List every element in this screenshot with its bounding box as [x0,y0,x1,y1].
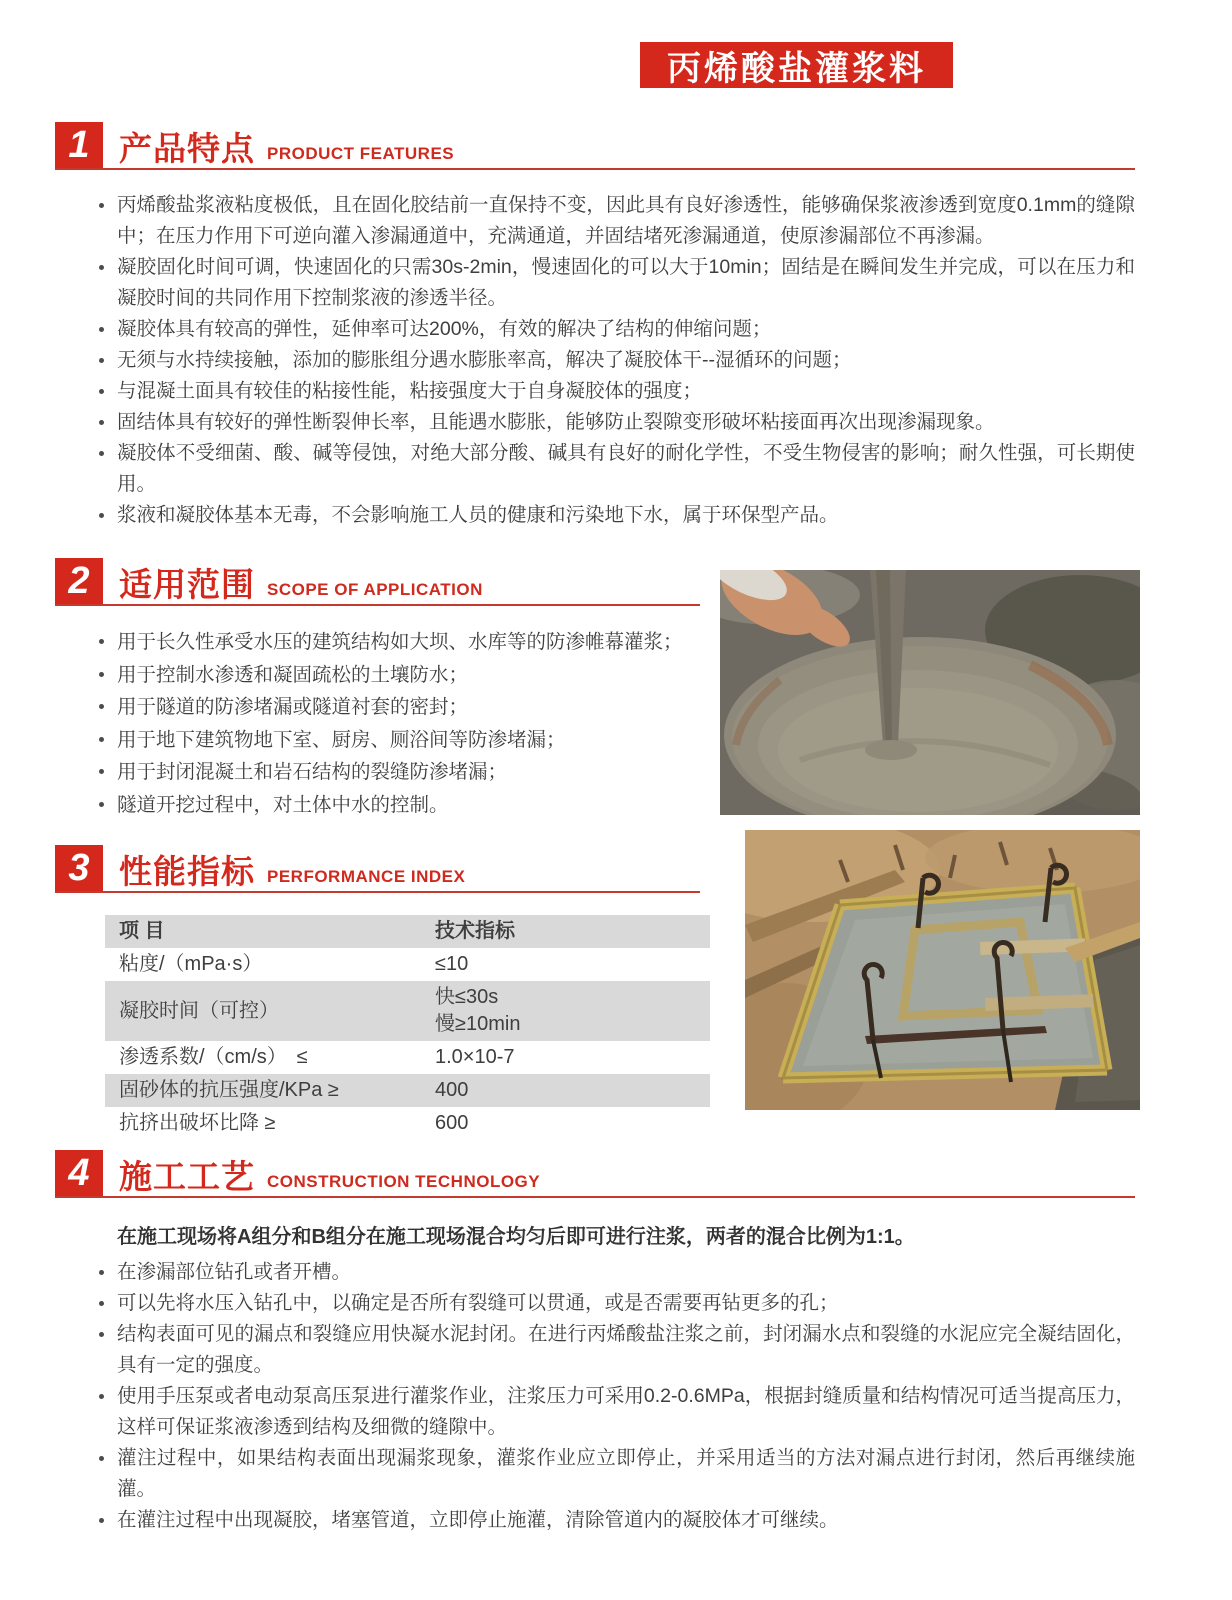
table-header-value: 技术指标 [435,920,515,942]
list-item: 用于地下建筑物地下室、厨房、厕浴间等防渗堵漏； [97,724,697,757]
grout-mixing-photo [720,570,1140,815]
list-item: 浆液和凝胶体基本无毒，不会影响施工人员的健康和污染地下水，属于环保型产品。 [97,500,1135,531]
construction-list [97,1257,1135,1536]
construction-lead: 在施工现场将A组分和B组分在施工现场混合均匀后即可进行注浆，两者的混合比例为1:1。 [117,1226,915,1248]
table-row [105,1107,710,1140]
table-cell-item: 抗挤出破坏比降 ≥ [119,1112,276,1134]
list-item: 凝胶固化时间可调，快速固化的只需30s-2min，慢速固化的可以大于10min；固结是在瞬间发生并完成，可以在压力和凝胶时间的共同作用下控制浆液的渗透半径。 [97,252,1135,314]
list-item: 在渗漏部位钻孔或者开槽。 [97,1257,1135,1288]
table-row [105,981,710,1041]
list-item: 凝胶体具有较高的弹性，延伸率可达200%，有效的解决了结构的伸缩问题； [97,314,1135,345]
grout-mixing-illustration [720,570,1140,815]
section-title: 性能指标 [119,853,255,890]
table-row [105,1041,710,1074]
section-number-badge: 3 [55,845,103,891]
product-title-banner [640,42,953,88]
section-title: 适用范围 [119,566,255,603]
value-line-slow: 慢≥10min [435,1013,521,1035]
section-subtitle: PERFORMANCE INDEX [267,867,466,886]
list-item: 使用手压泵或者电动泵高压泵进行灌浆作业，注浆压力可采用0.2-0.6MPa，根据封缝质量和结构情况可适当提高压力，这样可保证浆液渗透到结构及细微的缝隙中。 [97,1381,1135,1443]
list-item: 隧道开挖过程中，对土体中水的控制。 [97,789,697,822]
section-subtitle: CONSTRUCTION TECHNOLOGY [267,1172,541,1191]
list-item: 无须与水持续接触，添加的膨胀组分遇水膨胀率高，解决了凝胶体干--湿循环的问题； [97,345,1135,376]
table-header-row [105,915,710,948]
section-number-badge: 1 [55,122,103,168]
table-cell-value: 600 [435,1112,469,1134]
list-item: 与混凝土面具有较佳的粘接性能，粘接强度大于自身凝胶体的强度； [97,376,1135,407]
table-header-item: 项 目 [119,920,165,942]
table-cell-value: 400 [435,1079,469,1101]
list-item: 可以先将水压入钻孔中，以确定是否所有裂缝可以贯通，或是否需要再钻更多的孔； [97,1288,1135,1319]
table-cell-value: ≤10 [435,953,469,975]
scope-list [97,626,697,821]
formwork-grouting-illustration [745,830,1140,1110]
section-subtitle: SCOPE OF APPLICATION [267,580,483,599]
table-cell-value: 1.0×10-7 [435,1046,515,1068]
table-row [105,948,710,981]
list-item: 凝胶体不受细菌、酸、碱等侵蚀，对绝大部分酸、碱具有良好的耐化学性，不受生物侵害的影响；耐久性强，可长期使用。 [97,438,1135,500]
list-item: 用于封闭混凝土和岩石结构的裂缝防渗堵漏； [97,756,697,789]
section-subtitle: PRODUCT FEATURES [267,144,455,163]
section-header [55,558,700,606]
table-row [105,1074,710,1107]
section-scope-of-application [55,558,1135,850]
section-performance-index [55,845,1135,1145]
list-item: 用于控制水渗透和凝固疏松的土壤防水； [97,659,697,692]
performance-table [105,915,710,1140]
section-header [55,1150,1135,1198]
list-item: 丙烯酸盐浆液粘度极低，且在固化胶结前一直保持不变，因此具有良好渗透性，能够确保浆液渗透到宽度0.1mm的缝隙中；在压力作用下可逆向灌入渗漏通道中，充满通道，并固结堵死渗漏通道，使原渗漏部位不再渗漏。 [97,190,1135,252]
list-item: 固结体具有较好的弹性断裂伸长率，且能遇水膨胀，能够防止裂隙变形破坏粘接面再次出现渗漏现象。 [97,407,1135,438]
list-item: 灌注过程中，如果结构表面出现漏浆现象，灌浆作业应立即停止，并采用适当的方法对漏点进行封闭，然后再继续施灌。 [97,1443,1135,1505]
list-item: 结构表面可见的漏点和裂缝应用快凝水泥封闭。在进行丙烯酸盐注浆之前，封闭漏水点和裂缝的水泥应完全凝结固化，具有一定的强度。 [97,1319,1135,1381]
section-header [55,845,700,893]
value-line-fast: 快≤30s [435,986,499,1008]
table-cell-item: 固砂体的抗压强度/KPa ≥ [119,1079,339,1101]
list-item: 在灌注过程中出现凝胶，堵塞管道，立即停止施灌，清除管道内的凝胶体才可继续。 [97,1505,1135,1536]
section-title: 施工工艺 [119,1158,255,1195]
table-cell-item: 粘度/（mPa·s） [119,953,263,975]
section-number-badge: 2 [55,558,103,604]
table-cell-item: 凝胶时间（可控） [119,999,279,1022]
section-header [55,122,1135,170]
list-item: 用于长久性承受水压的建筑结构如大坝、水库等的防渗帷幕灌浆； [97,626,697,659]
list-item: 用于隧道的防渗堵漏或隧道衬套的密封； [97,691,697,724]
section-construction-technology [55,1150,1135,1536]
table-cell-item: 渗透系数/（cm/s） ≤ [119,1046,308,1068]
feature-list [97,190,1135,531]
formwork-grouting-photo [745,830,1140,1110]
table-cell-value [427,981,710,1041]
section-number-badge: 4 [55,1150,103,1196]
section-product-features [55,122,1135,531]
section-title: 产品特点 [119,130,255,167]
product-title: 丙烯酸盐灌浆料 [667,49,926,88]
